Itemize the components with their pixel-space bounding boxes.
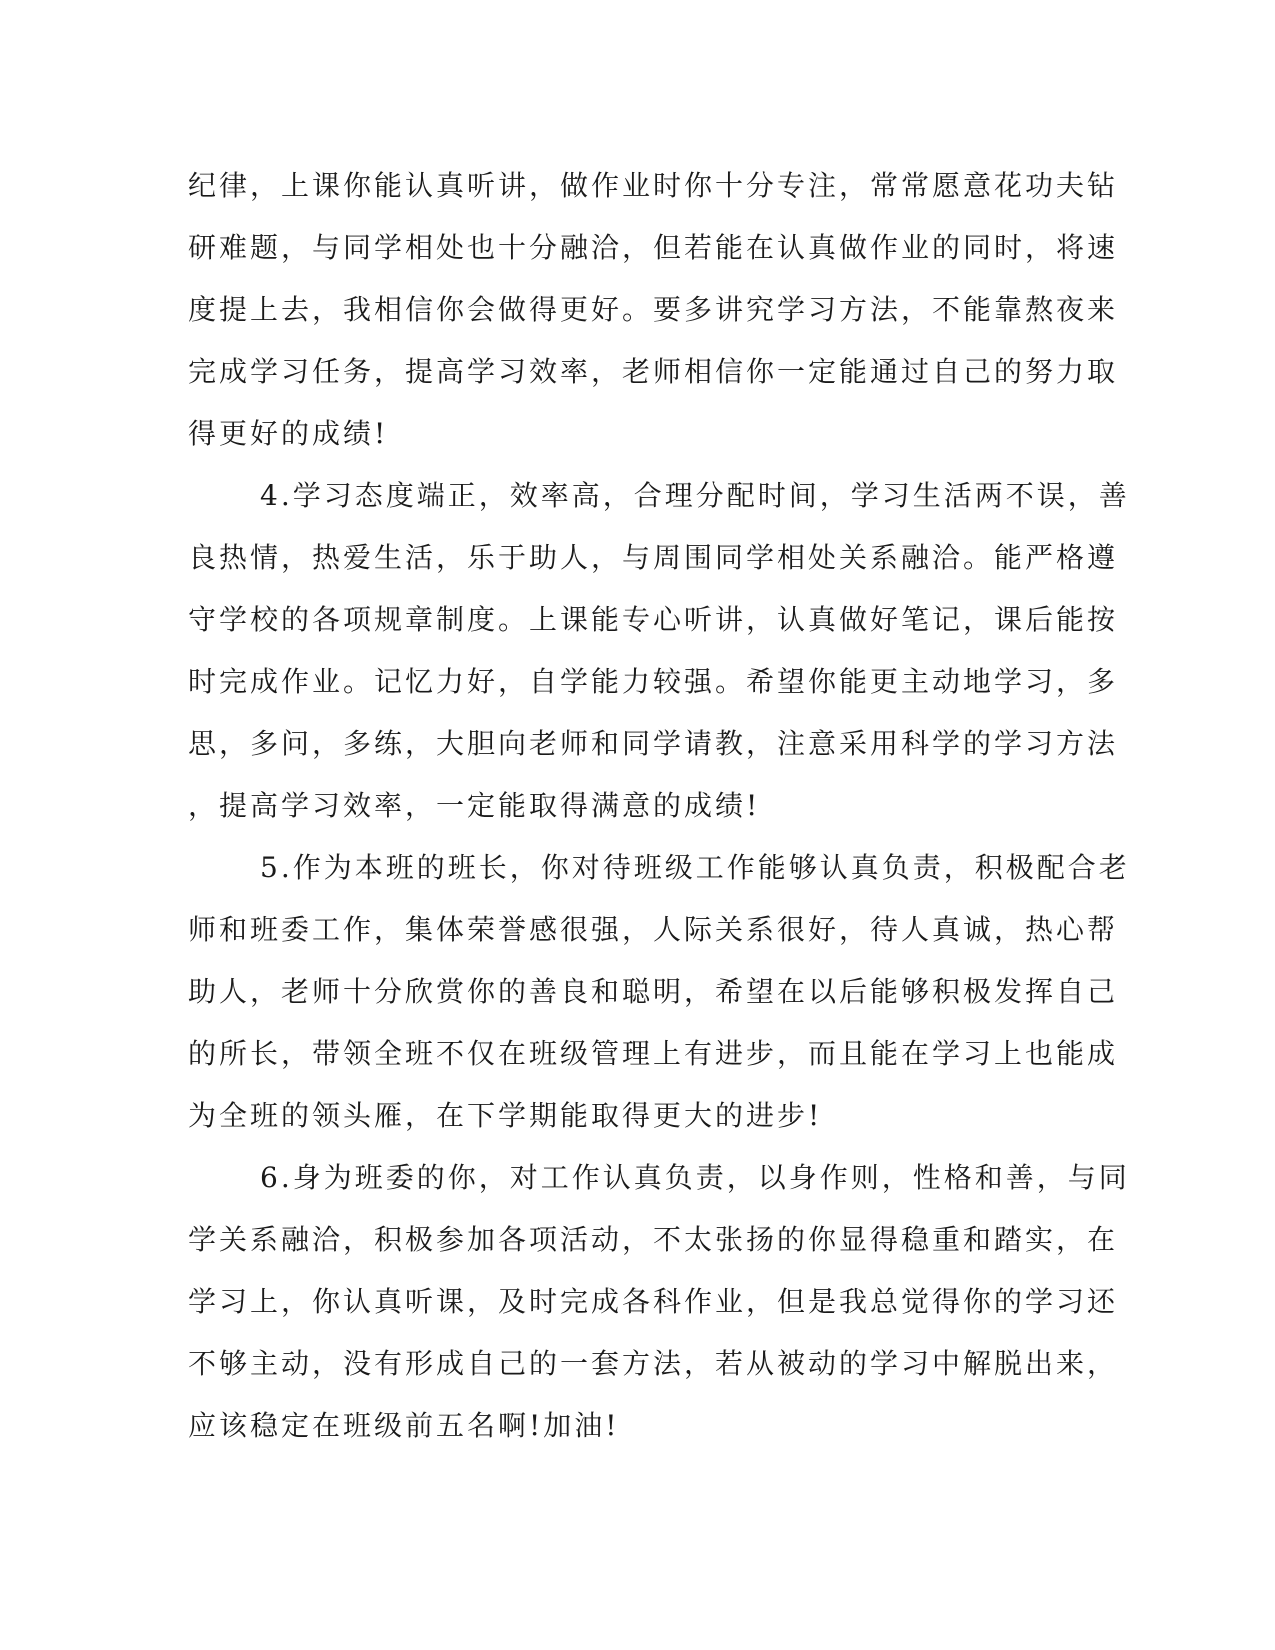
text-line: 5.作为本班的班长，你对待班级工作能够认真负责，积极配合老 xyxy=(260,851,1130,884)
text-line: 学关系融洽，积极参加各项活动，不太张扬的你显得稳重和踏实，在 xyxy=(188,1223,1119,1256)
text-line: 思，多问，多练，大胆向老师和同学请教，注意采用科学的学习方法 xyxy=(188,727,1119,760)
text-line: 完成学习任务，提高学习效率，老师相信你一定能通过自己的努力取 xyxy=(188,355,1119,388)
text-line: 纪律，上课你能认真听讲，做作业时你十分专注，常常愿意花功夫钻 xyxy=(188,169,1119,202)
text-line: 研难题，与同学相处也十分融洽，但若能在认真做作业的同时，将速 xyxy=(188,231,1119,264)
text-line: 的所长，带领全班不仅在班级管理上有进步，而且能在学习上也能成 xyxy=(188,1037,1119,1070)
paragraph-5 xyxy=(188,837,1130,1147)
text-line: 良热情，热爱生活，乐于助人，与周围同学相处关系融洽。能严格遵 xyxy=(188,541,1119,574)
text-line: 师和班委工作，集体荣誉感很强，人际关系很好，待人真诚，热心帮 xyxy=(188,913,1119,946)
text-line: 时完成作业。记忆力好，自学能力较强。希望你能更主动地学习，多 xyxy=(188,665,1119,698)
text-line: 4.学习态度端正，效率高，合理分配时间，学习生活两不误，善 xyxy=(260,479,1130,512)
text-line: 学习上，你认真听课，及时完成各科作业，但是我总觉得你的学习还 xyxy=(188,1285,1119,1318)
text-line: 助人，老师十分欣赏你的善良和聪明，希望在以后能够积极发挥自己 xyxy=(188,975,1119,1008)
text-line: 应该稳定在班级前五名啊!加油! xyxy=(188,1409,620,1442)
text-line: 守学校的各项规章制度。上课能专心听讲，认真做好笔记，课后能按 xyxy=(188,603,1119,636)
paragraph-4 xyxy=(188,465,1130,837)
text-line: ，提高学习效率，一定能取得满意的成绩! xyxy=(188,789,761,822)
document-body xyxy=(188,155,1130,1457)
paragraph-6 xyxy=(188,1147,1130,1457)
text-line: 6.身为班委的你，对工作认真负责，以身作则，性格和善，与同 xyxy=(260,1161,1130,1194)
paragraph-continuation xyxy=(188,155,1119,465)
text-line: 得更好的成绩! xyxy=(188,417,389,450)
text-line: 不够主动，没有形成自己的一套方法，若从被动的学习中解脱出来， xyxy=(188,1347,1119,1380)
text-line: 度提上去，我相信你会做得更好。要多讲究学习方法，不能靠熬夜来 xyxy=(188,293,1119,326)
text-line: 为全班的领头雁，在下学期能取得更大的进步! xyxy=(188,1099,823,1132)
